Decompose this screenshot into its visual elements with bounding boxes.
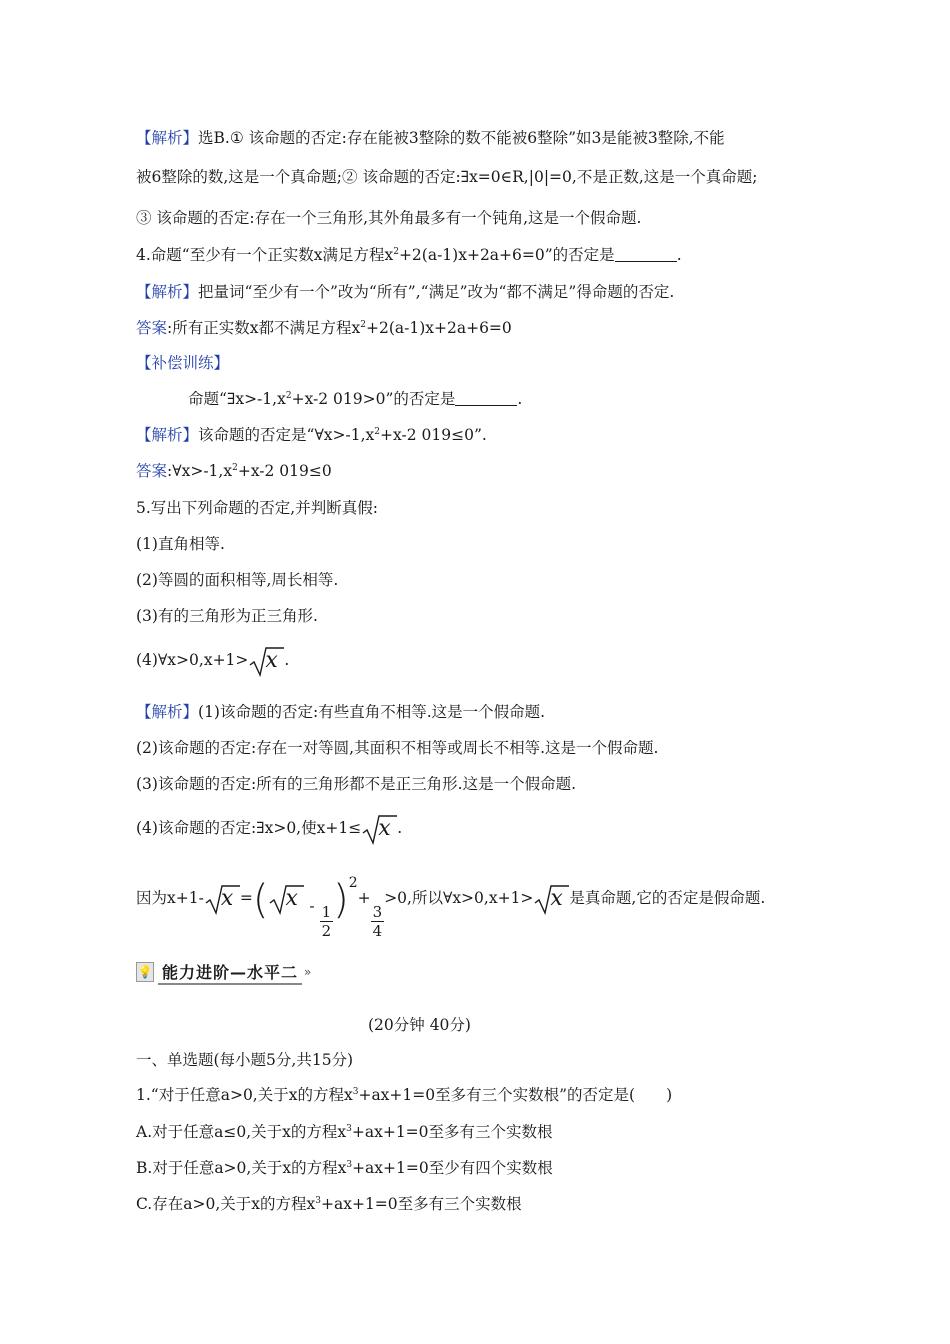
sqrt-x: x [204, 883, 240, 917]
answer-label: 答案 [136, 319, 168, 337]
question-5-title: 5.写出下列命题的否定,并判断真假: [136, 499, 378, 517]
analysis-line-3: ③ 该命题的否定:存在一个三角形,其外角最多有一个钝角,这是一个假命题. [136, 209, 642, 227]
analysis-q5-line-1: 【解析】(1)该命题的否定:有些直角不相等.这是一个假命题. [136, 703, 546, 721]
sqrt-x: x [248, 645, 284, 679]
sqrt-x: x [268, 883, 304, 917]
question-5-item-1: (1)直角相等. [136, 535, 225, 553]
time-score: (20分钟 40分) [368, 1016, 471, 1034]
analysis-line-2: 被6整除的数,这是一个真命题;② 该命题的否定:∃x=0∈R,|0|=0,不是正数,这是一个真命题; [136, 168, 758, 186]
analysis-tag: 【解析】 [136, 283, 199, 301]
analysis-compensate: 【解析】该命题的否定是“$\forall x>-1,x^2+x-2$ 019≤0”. [136, 426, 487, 444]
answer-compensate: 答案$:\forall x>-1,x^2+x-2$ 019≤0 [136, 462, 332, 480]
part-one-heading: 一、单选题(每小题5分,共15分) [136, 1051, 354, 1069]
option-b: B.对于任意a>0,关于x的方程$x^3+ax+1=0$至少有四个实数根 [136, 1159, 553, 1177]
compensate-tag: 【补偿训练】 [136, 354, 230, 372]
analysis-tag: 【解析】 [136, 426, 199, 444]
option-c: C.存在a>0,关于x的方程$x^3+ax+1=0$至多有三个实数根 [136, 1195, 522, 1213]
analysis-q5-line-3: (3)该命题的否定:所有的三角形都不是正三角形.这是一个假命题. [136, 775, 577, 793]
left-paren: ( [252, 877, 269, 923]
fraction-half: $\frac{1}{2}$ [321, 903, 332, 940]
analysis-tag: 【解析】 [136, 129, 199, 147]
question-4: 4.命题“至少有一个正实数x满足方程$x^2+2(a-1)x+2a+6=0$”的否定是 . [136, 246, 682, 264]
analysis-q5-line-2: (2)该命题的否定:存在一对等圆,其面积不相等或周长不相等.这是一个假命题. [136, 739, 659, 757]
question-5-item-2: (2)等圆的面积相等,周长相等. [136, 571, 339, 589]
sqrt-x: x [533, 883, 569, 917]
answer-blank [455, 391, 517, 406]
double-arrow-icon: » [304, 965, 312, 979]
proof-line: 因为x+1- x =( x - $\frac{1}{2}$ )$^2$+ $\frac{3}{4}$ >0,所以∀x>0,x+1> x 是真命题,它的否定是假命题. [136, 875, 766, 940]
fraction-three-quarters: $\frac{3}{4}$ [372, 903, 383, 940]
answer-blank [615, 247, 677, 262]
compensate-question: 命题“$\exists x>-1,x^2+x-2$ 019>0”的否定是 . [188, 390, 523, 408]
question-5-item-3: (3)有的三角形为正三角形. [136, 607, 318, 625]
compensate-heading [136, 353, 229, 373]
question-5-item-4: (4)∀x>0,x+1> x . [136, 645, 289, 679]
lightbulb-icon: 💡 [136, 962, 154, 982]
analysis-q5-line-4: (4)该命题的否定:∃x>0,使x+1≤ x . [136, 813, 402, 847]
analysis-tag: 【解析】 [136, 703, 199, 721]
analysis-line-1: 【解析】选B.① 该命题的否定:存在能被3整除的数不能被6整除”如3是能被3整除,不能 [136, 129, 725, 147]
answer-q4: 答案:所有正实数x都不满足方程$x^2+2(a-1)x+2a+6=0$ [136, 319, 512, 337]
section-heading [136, 960, 311, 984]
option-a: A.对于任意a≤0,关于x的方程$x^3+ax+1=0$至多有三个实数根 [136, 1123, 553, 1141]
sqrt-x: x [361, 813, 397, 847]
analysis-q4: 【解析】把量词“至少有一个”改为“所有”,“满足”改为“都不满足”得命题的否定. [136, 283, 675, 301]
question-1: 1.“对于任意a>0,关于x的方程$x^3+ax+1=0$至多有三个实数根”的否定是( ) [136, 1086, 673, 1104]
section-title: 能力进阶—水平二 [158, 960, 302, 985]
right-paren: ) [333, 877, 349, 923]
answer-label: 答案 [136, 462, 168, 480]
